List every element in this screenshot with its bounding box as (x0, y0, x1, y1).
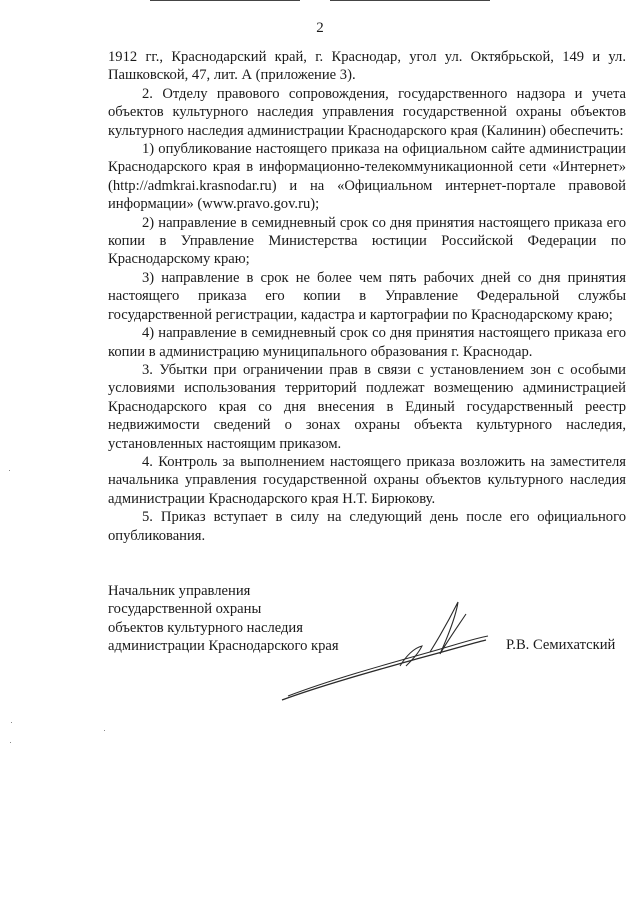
signatory-title-line: Начальник управления (108, 583, 251, 599)
scan-speck (10, 742, 11, 743)
signer-name: Р.В. Семихатский (506, 637, 616, 653)
paragraph: 3. Убытки при ограничении прав в связи с установлением зон с особыми условиями использования территорий подлежат возмещению администрацией Краснодарского края со дня внесения в Единый государственный реестр недвижимости сведений о зонах охраны объекта культурного наследия, установленных настоящим приказом. (108, 361, 626, 452)
handwritten-signature (280, 596, 490, 706)
paragraph: 3) направление в срок не более чем пять рабочих дней со дня принятия настоящего приказа его копии в Управление Федеральной службы государственной регистрации, кадастра и картографии по Краснодарскому краю; (108, 269, 626, 323)
paragraph: 2. Отделу правового сопровождения, государственного надзора и учета объектов культурного наследия управления государственной охраны объектов культурного наследия администрации Краснодарского края (Калинин) обеспечить: (108, 85, 626, 139)
top-scan-edge-line (150, 0, 300, 1)
scan-speck (104, 730, 105, 731)
paragraph: 2) направление в семидневный срок со дня принятия настоящего приказа его копии в Управление Министерства юстиции Российской Федерации по Краснодарскому краю; (108, 214, 626, 268)
paragraph: 5. Приказ вступает в силу на следующий день после его официального опубликования. (108, 509, 626, 544)
signatory-title-line: администрации Краснодарского края (108, 638, 339, 655)
signatory-title-line: государственной охраны (108, 601, 262, 618)
document-body (108, 48, 626, 545)
scan-speck (11, 722, 12, 723)
paragraph: 1) опубликование настоящего приказа на официальном сайте администрации Краснодарского края в информационно-телекоммуникационной сети «Интернет» (http://admkrai.krasnodar.ru) и на «Официальном интернет-портале правовой информации» (www.pravo.gov.ru); (108, 141, 626, 213)
paragraph: 4) направление в семидневный срок со дня принятия настоящего приказа его копии в администрацию муниципального образования г. Краснодар. (108, 325, 626, 360)
top-scan-edge-line (330, 0, 490, 1)
paragraph: 4. Контроль за выполнением настоящего приказа возложить на заместителя начальника управления государственной охраны объектов культурного наследия администрации Краснодарского края Н.Т. Бирюкову. (108, 453, 626, 507)
paragraph: 1912 гг., Краснодарский край, г. Краснодар, угол ул. Октябрьской, 149 и ул. Пашковской, 47, лит. А (приложение 3). (108, 49, 626, 84)
signatory-title-line: объектов культурного наследия (108, 619, 303, 636)
page-number: 2 (316, 20, 324, 36)
scan-speck (9, 470, 10, 471)
